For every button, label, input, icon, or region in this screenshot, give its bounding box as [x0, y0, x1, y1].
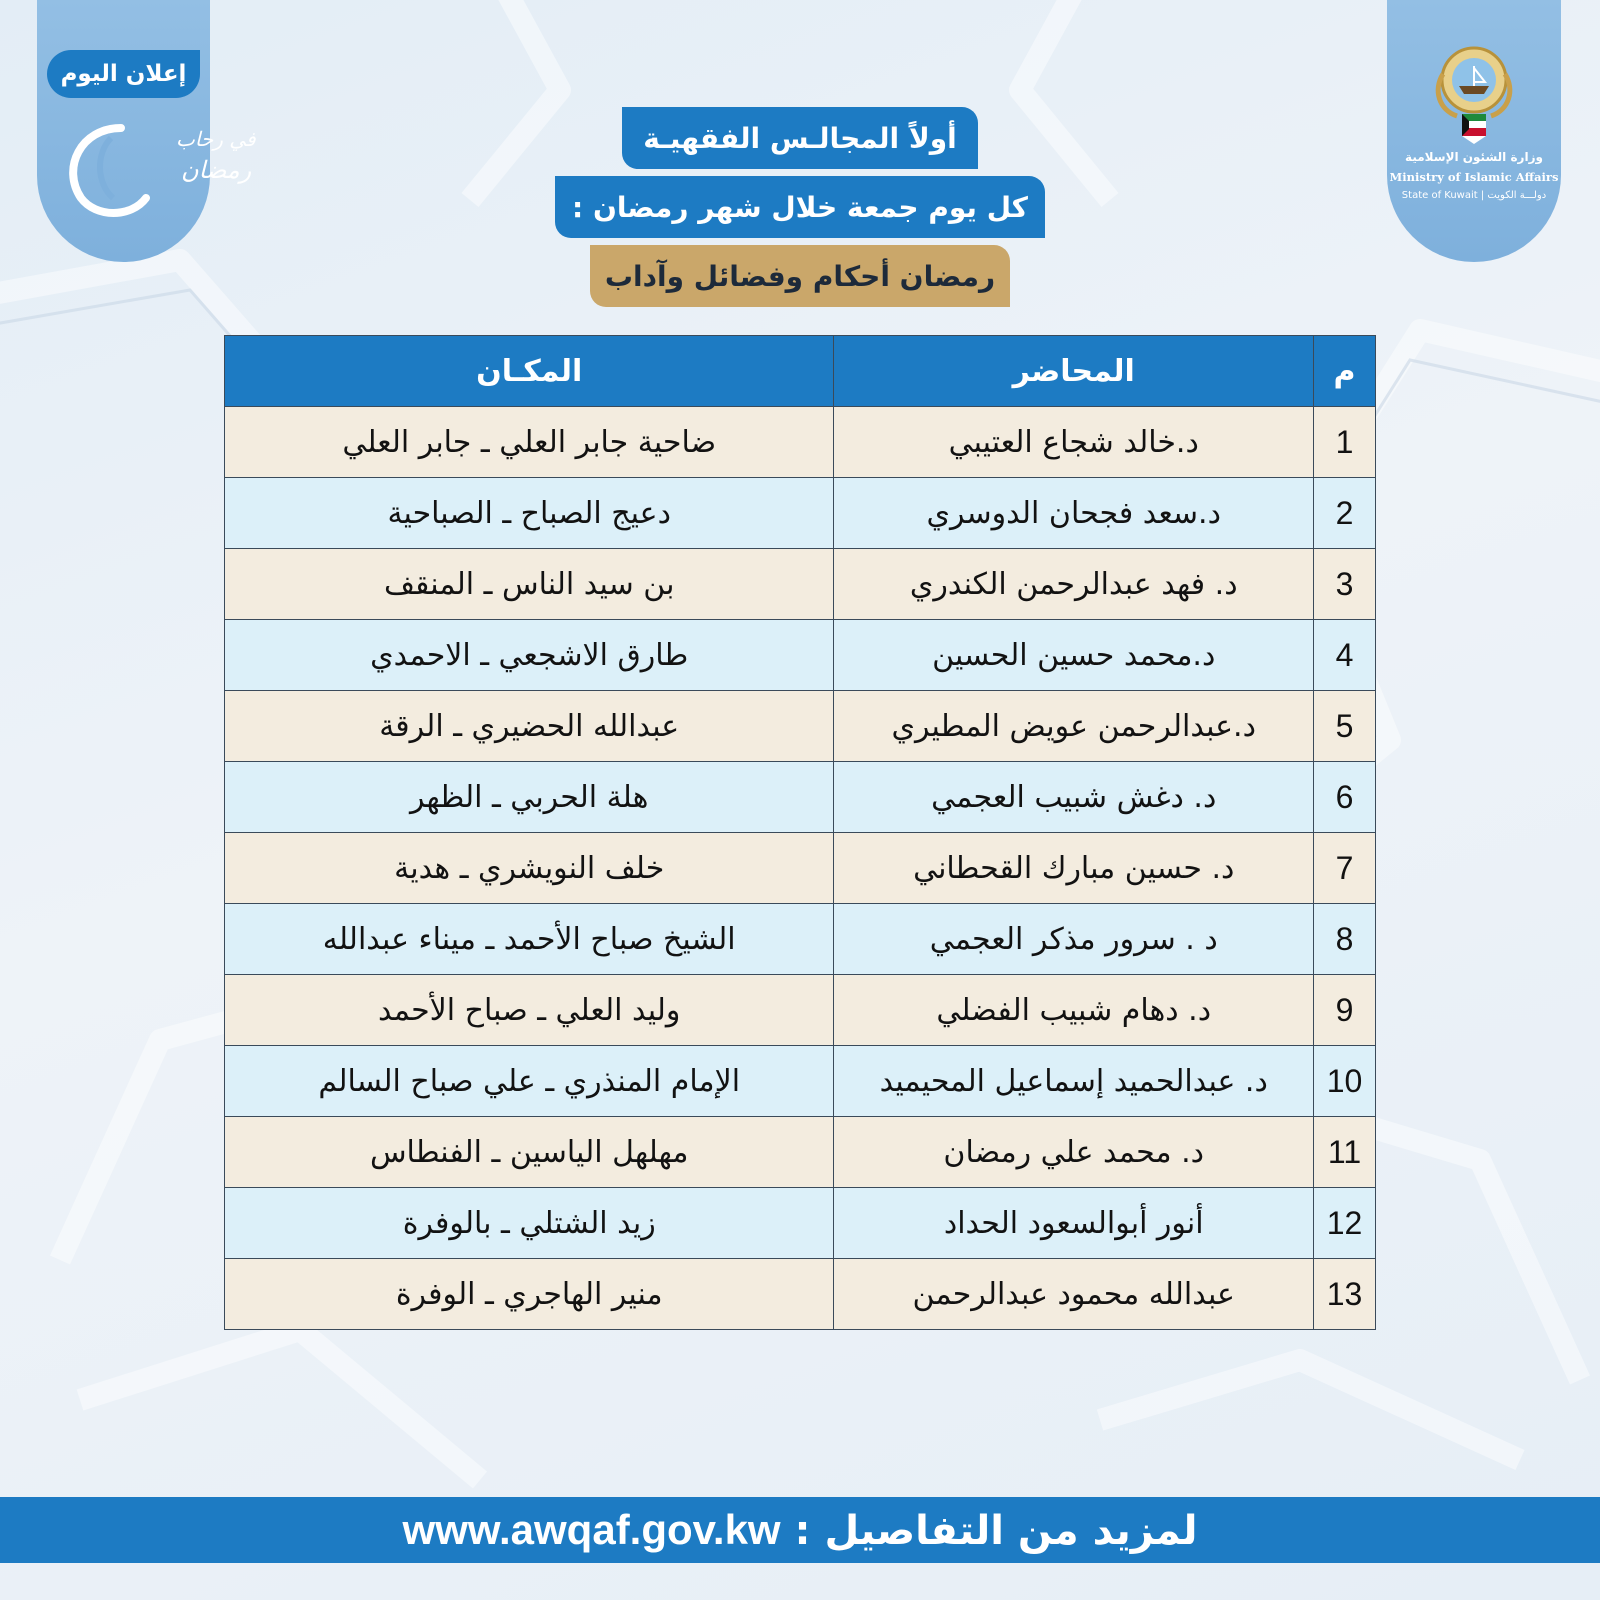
row-number: 12 [1314, 1188, 1376, 1259]
row-number: 5 [1314, 691, 1376, 762]
row-lecturer: د . سرور مذكر العجمي [834, 904, 1314, 975]
header-number: م [1314, 336, 1376, 407]
row-lecturer: د. عبدالحميد إسماعيل المحيميد [834, 1046, 1314, 1117]
row-place: مهلهل الياسين ـ الفنطاس [225, 1117, 834, 1188]
row-place: الإمام المنذري ـ علي صباح السالم [225, 1046, 834, 1117]
row-number: 9 [1314, 975, 1376, 1046]
header-place: المكـان [225, 336, 834, 407]
row-lecturer: د.سعد فجحان الدوسري [834, 478, 1314, 549]
title-fiqh-councils: أولاً المجالـس الفقهيـة [622, 107, 978, 169]
row-lecturer: د. محمد علي رمضان [834, 1117, 1314, 1188]
row-lecturer: عبدالله محمود عبدالرحمن [834, 1259, 1314, 1330]
table-row [225, 1046, 1376, 1117]
row-place: عبدالله الحضيري ـ الرقة [225, 691, 834, 762]
row-lecturer: د. حسين مبارك القحطاني [834, 833, 1314, 904]
ministry-name-english: Ministry of Islamic Affairs [1389, 170, 1559, 184]
table-row [225, 549, 1376, 620]
table-row [225, 833, 1376, 904]
row-number: 11 [1314, 1117, 1376, 1188]
row-lecturer: د. دهام شبيب الفضلي [834, 975, 1314, 1046]
row-number: 6 [1314, 762, 1376, 833]
row-number: 10 [1314, 1046, 1376, 1117]
row-lecturer: د. دغش شبيب العجمي [834, 762, 1314, 833]
header-lecturer: المحاضر [834, 336, 1314, 407]
footer-label: لمزيد من التفاصيل : [794, 1508, 1198, 1554]
ministry-badge [1387, 0, 1561, 262]
kuwait-emblem-icon [1429, 40, 1519, 150]
state-line [1387, 190, 1561, 201]
row-lecturer: د.خالد شجاع العتيبي [834, 407, 1314, 478]
row-place: هلة الحربي ـ الظهر [225, 762, 834, 833]
ramadan-calligraphy-icon [51, 98, 256, 228]
table-row [225, 904, 1376, 975]
row-place: بن سيد الناس ـ المنقف [225, 549, 834, 620]
ministry-name-arabic: وزارة الشئون الإسلامية [1405, 150, 1543, 164]
announcement-label: إعلان اليوم [47, 50, 200, 98]
table-header-row [225, 336, 1376, 407]
row-number: 4 [1314, 620, 1376, 691]
ramadan-badge [37, 0, 256, 262]
table-row [225, 1188, 1376, 1259]
row-place: دعيج الصباح ـ الصباحية [225, 478, 834, 549]
row-number: 8 [1314, 904, 1376, 975]
row-place: ضاحية جابر العلي ـ جابر العلي [225, 407, 834, 478]
row-place: وليد العلي ـ صباح الأحمد [225, 975, 834, 1046]
footer-line [403, 1506, 1198, 1554]
state-separator: | [1480, 190, 1485, 201]
svg-text:في رحاب: في رحاب [176, 127, 256, 151]
row-place: الشيخ صباح الأحمد ـ ميناء عبدالله [225, 904, 834, 975]
row-number: 2 [1314, 478, 1376, 549]
table-row [225, 691, 1376, 762]
row-lecturer: د. فهد عبدالرحمن الكندري [834, 549, 1314, 620]
row-number: 3 [1314, 549, 1376, 620]
svg-text:رمضان: رمضان [181, 156, 252, 184]
row-place: طارق الاشجعي ـ الاحمدي [225, 620, 834, 691]
title-topic: رمضان أحكام وفضائل وآداب [590, 245, 1010, 307]
table-row [225, 620, 1376, 691]
table-row [225, 407, 1376, 478]
row-place: منير الهاجري ـ الوفرة [225, 1259, 834, 1330]
table-row [225, 1117, 1376, 1188]
row-lecturer: د.محمد حسين الحسين [834, 620, 1314, 691]
table-row [225, 1259, 1376, 1330]
table-row [225, 762, 1376, 833]
table-row [225, 975, 1376, 1046]
row-lecturer: أنور أبوالسعود الحداد [834, 1188, 1314, 1259]
table-row [225, 478, 1376, 549]
state-arabic: دولـــة الكويت [1487, 190, 1547, 201]
footer-bar [0, 1497, 1600, 1563]
row-lecturer: د.عبدالرحمن عويض المطيري [834, 691, 1314, 762]
row-place: خلف النويشري ـ هدية [225, 833, 834, 904]
row-place: زيد الشتلي ـ بالوفرة [225, 1188, 834, 1259]
website-link[interactable]: www.awqaf.gov.kw [402, 1506, 781, 1553]
row-number: 7 [1314, 833, 1376, 904]
state-english: State of Kuwait [1401, 190, 1478, 201]
row-number: 1 [1314, 407, 1376, 478]
row-number: 13 [1314, 1259, 1376, 1330]
title-every-friday: كل يوم جمعة خلال شهر رمضان : [555, 176, 1045, 238]
lectures-table [224, 335, 1376, 1330]
